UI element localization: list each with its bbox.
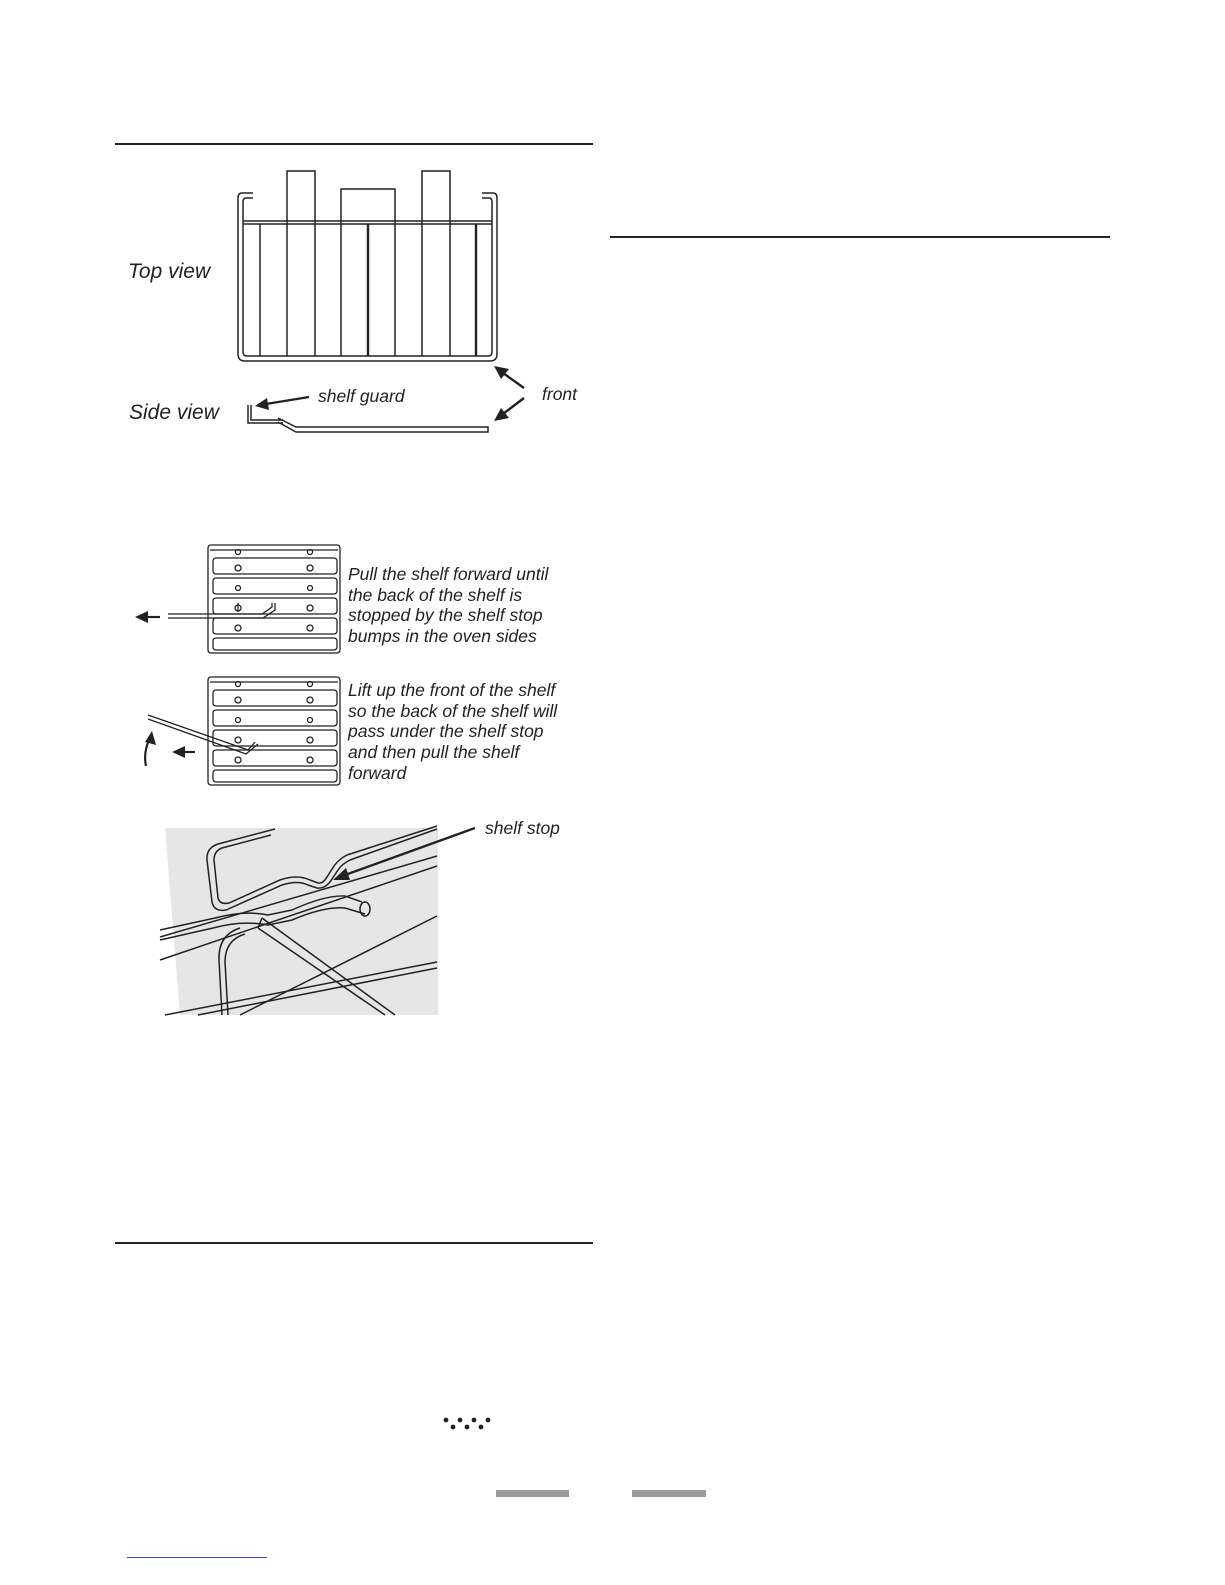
- footer-bar-left: [496, 1490, 569, 1497]
- footer-bar-right: [632, 1490, 706, 1497]
- rule-bottom-left: [115, 1242, 593, 1244]
- dots-ornament-icon: [440, 1414, 494, 1434]
- side-view-label: Side view: [129, 401, 219, 424]
- footer-link-underline: [127, 1557, 267, 1558]
- shelf-stop-label: shelf stop: [485, 818, 560, 838]
- front-label: front: [542, 384, 578, 404]
- step1-instructions: Pull the shelf forward until the back of the shelf is stopped by the shelf stop bumps in the oven sides: [348, 564, 549, 647]
- shelf-guard-label: shelf guard: [318, 386, 405, 406]
- step2-instructions: Lift up the front of the shelf so the back of the shelf will pass under the shelf stop and then pull the shelf forward: [348, 680, 558, 783]
- top-view-label: Top view: [128, 260, 211, 283]
